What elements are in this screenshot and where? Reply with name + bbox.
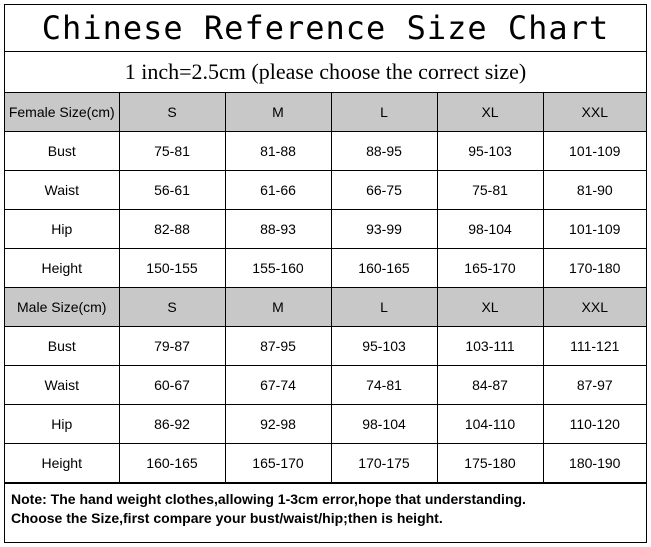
table-row [5, 210, 646, 249]
measure-value: 110-120 [543, 405, 646, 444]
size-table [5, 93, 646, 483]
male-header-row [5, 288, 646, 327]
table-row [5, 132, 646, 171]
chart-subtitle: 1 inch=2.5cm (please choose the correct size) [5, 52, 646, 93]
measure-value: 95-103 [437, 132, 543, 171]
size-header-cell: XXL [543, 93, 646, 132]
measure-value: 103-111 [437, 327, 543, 366]
measure-label: Height [5, 249, 119, 288]
chart-title: Chinese Reference Size Chart [5, 5, 646, 52]
measure-value: 104-110 [437, 405, 543, 444]
size-header-cell: XL [437, 288, 543, 327]
measure-label: Hip [5, 210, 119, 249]
measure-value: 170-180 [543, 249, 646, 288]
note-line-1: Note: The hand weight clothes,allowing 1-3cm error,hope that understanding. [11, 491, 526, 507]
measure-value: 66-75 [331, 171, 437, 210]
measure-value: 88-95 [331, 132, 437, 171]
measure-label: Height [5, 444, 119, 483]
measure-value: 75-81 [437, 171, 543, 210]
measure-value: 111-121 [543, 327, 646, 366]
measure-value: 165-170 [225, 444, 331, 483]
table-row [5, 171, 646, 210]
size-header-cell: S [119, 93, 225, 132]
table-row [5, 327, 646, 366]
size-chart [4, 4, 647, 543]
measure-value: 81-88 [225, 132, 331, 171]
female-size-header: Female Size(cm) [5, 93, 119, 132]
measure-value: 101-109 [543, 132, 646, 171]
measure-value: 98-104 [331, 405, 437, 444]
measure-value: 87-95 [225, 327, 331, 366]
size-header-cell: M [225, 93, 331, 132]
size-header-cell: L [331, 288, 437, 327]
measure-value: 92-98 [225, 405, 331, 444]
measure-value: 165-170 [437, 249, 543, 288]
size-header-cell: XL [437, 93, 543, 132]
note-line-2: Choose the Size,first compare your bust/waist/hip;then is height. [11, 510, 443, 526]
size-header-cell: L [331, 93, 437, 132]
measure-value: 155-160 [225, 249, 331, 288]
note [5, 483, 646, 528]
measure-value: 61-66 [225, 171, 331, 210]
measure-value: 160-165 [331, 249, 437, 288]
measure-value: 150-155 [119, 249, 225, 288]
size-header-cell: S [119, 288, 225, 327]
measure-value: 180-190 [543, 444, 646, 483]
measure-value: 56-61 [119, 171, 225, 210]
measure-value: 81-90 [543, 171, 646, 210]
measure-label: Waist [5, 171, 119, 210]
female-header-row [5, 93, 646, 132]
table-row [5, 366, 646, 405]
measure-label: Bust [5, 327, 119, 366]
measure-value: 86-92 [119, 405, 225, 444]
measure-value: 87-97 [543, 366, 646, 405]
measure-value: 82-88 [119, 210, 225, 249]
table-row [5, 405, 646, 444]
measure-value: 93-99 [331, 210, 437, 249]
measure-value: 98-104 [437, 210, 543, 249]
male-size-header: Male Size(cm) [5, 288, 119, 327]
measure-value: 74-81 [331, 366, 437, 405]
measure-value: 67-74 [225, 366, 331, 405]
measure-value: 88-93 [225, 210, 331, 249]
table-row [5, 249, 646, 288]
measure-value: 170-175 [331, 444, 437, 483]
measure-value: 160-165 [119, 444, 225, 483]
measure-value: 101-109 [543, 210, 646, 249]
measure-value: 175-180 [437, 444, 543, 483]
measure-value: 60-67 [119, 366, 225, 405]
measure-value: 75-81 [119, 132, 225, 171]
size-header-cell: M [225, 288, 331, 327]
measure-label: Waist [5, 366, 119, 405]
measure-value: 95-103 [331, 327, 437, 366]
measure-value: 84-87 [437, 366, 543, 405]
measure-label: Bust [5, 132, 119, 171]
measure-label: Hip [5, 405, 119, 444]
measure-value: 79-87 [119, 327, 225, 366]
table-row [5, 444, 646, 483]
size-header-cell: XXL [543, 288, 646, 327]
